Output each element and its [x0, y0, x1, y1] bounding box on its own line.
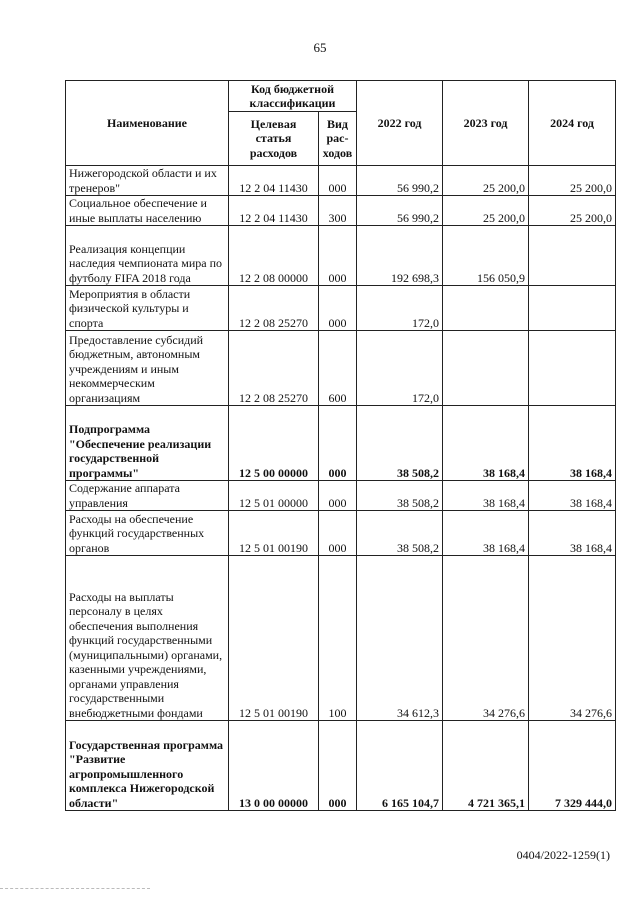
row-2023-value: 38 168,4	[443, 511, 529, 556]
row-2022-value: 56 990,2	[357, 196, 443, 226]
table-row	[66, 226, 616, 286]
table-row	[66, 331, 616, 406]
row-2023-value: 156 050,9	[443, 226, 529, 286]
document-number: 0404/2022-1259(1)	[516, 848, 610, 862]
row-2024-value: 25 200,0	[529, 196, 616, 226]
row-expense-type: 600	[319, 331, 357, 406]
row-name: Социальное обеспечение и иные выплаты населению	[66, 196, 229, 226]
table-row	[66, 511, 616, 556]
row-name: Расходы на выплаты персоналу в целях обеспечения выполнения функций государственными (муниципальными) органами, казенными учреждениями, органами управления государственными внебюджетными фондами	[66, 556, 229, 721]
row-2022-value: 6 165 104,7	[357, 721, 443, 811]
row-target-code: 12 2 08 25270	[229, 331, 319, 406]
row-2023-value: 4 721 365,1	[443, 721, 529, 811]
header-2024: 2024 год	[529, 81, 616, 166]
row-target-code: 13 0 00 00000	[229, 721, 319, 811]
row-2023-value: 25 200,0	[443, 196, 529, 226]
header-2023: 2023 год	[443, 81, 529, 166]
table-row	[66, 196, 616, 226]
table-row	[66, 481, 616, 511]
row-2023-value	[443, 331, 529, 406]
row-2024-value: 38 168,4	[529, 406, 616, 481]
row-expense-type: 000	[319, 511, 357, 556]
budget-table	[65, 80, 616, 811]
header-name: Наименование	[66, 81, 229, 166]
row-name: Расходы на обеспечение функций государственных органов	[66, 511, 229, 556]
row-2024-value	[529, 286, 616, 331]
row-2024-value: 25 200,0	[529, 166, 616, 196]
row-2023-value: 25 200,0	[443, 166, 529, 196]
row-2024-value: 34 276,6	[529, 556, 616, 721]
row-2023-value: 38 168,4	[443, 406, 529, 481]
row-name: Предоставление субсидий бюджетным, автономным учреждениям и иным некоммерческим организациям	[66, 331, 229, 406]
row-target-code: 12 5 01 00000	[229, 481, 319, 511]
page-number: 65	[313, 40, 327, 55]
row-2023-value: 38 168,4	[443, 481, 529, 511]
table-row	[66, 721, 616, 811]
row-expense-type: 100	[319, 556, 357, 721]
scan-edge-mark	[0, 888, 150, 890]
header-2022: 2022 год	[357, 81, 443, 166]
row-2024-value: 7 329 444,0	[529, 721, 616, 811]
table-body	[66, 166, 616, 811]
table-row	[66, 406, 616, 481]
table-row	[66, 166, 616, 196]
row-name: Государственная программа "Развитие агропромышленного комплекса Нижегородской области"	[66, 721, 229, 811]
row-2023-value	[443, 286, 529, 331]
row-name: Мероприятия в области физической культуры и спорта	[66, 286, 229, 331]
row-2024-value	[529, 331, 616, 406]
row-2022-value: 38 508,2	[357, 406, 443, 481]
table-row	[66, 286, 616, 331]
header-code-group: Код бюджетной классификации	[229, 81, 357, 112]
row-target-code: 12 2 04 11430	[229, 166, 319, 196]
row-2022-value: 34 612,3	[357, 556, 443, 721]
row-expense-type: 000	[319, 286, 357, 331]
row-2022-value: 172,0	[357, 286, 443, 331]
row-2022-value: 38 508,2	[357, 511, 443, 556]
row-expense-type: 300	[319, 196, 357, 226]
row-2024-value: 38 168,4	[529, 481, 616, 511]
row-2022-value: 38 508,2	[357, 481, 443, 511]
row-name: Содержание аппарата управления	[66, 481, 229, 511]
row-2023-value: 34 276,6	[443, 556, 529, 721]
row-target-code: 12 2 08 00000	[229, 226, 319, 286]
row-expense-type: 000	[319, 481, 357, 511]
row-expense-type: 000	[319, 166, 357, 196]
row-2022-value: 172,0	[357, 331, 443, 406]
row-expense-type: 000	[319, 721, 357, 811]
row-2024-value: 38 168,4	[529, 511, 616, 556]
row-expense-type: 000	[319, 406, 357, 481]
row-2024-value	[529, 226, 616, 286]
row-target-code: 12 2 04 11430	[229, 196, 319, 226]
row-target-code: 12 5 00 00000	[229, 406, 319, 481]
table-header	[66, 81, 616, 166]
row-2022-value: 56 990,2	[357, 166, 443, 196]
row-target-code: 12 2 08 25270	[229, 286, 319, 331]
table-row	[66, 556, 616, 721]
header-type: Вид рас-ходов	[319, 112, 357, 166]
row-name: Реализация концепции наследия чемпионата мира по футболу FIFA 2018 года	[66, 226, 229, 286]
row-target-code: 12 5 01 00190	[229, 556, 319, 721]
row-target-code: 12 5 01 00190	[229, 511, 319, 556]
row-name: Нижегородской области и их тренеров"	[66, 166, 229, 196]
row-name: Подпрограмма "Обеспечение реализации государственной программы"	[66, 406, 229, 481]
header-target: Целевая статья расходов	[229, 112, 319, 166]
row-2022-value: 192 698,3	[357, 226, 443, 286]
row-expense-type: 000	[319, 226, 357, 286]
